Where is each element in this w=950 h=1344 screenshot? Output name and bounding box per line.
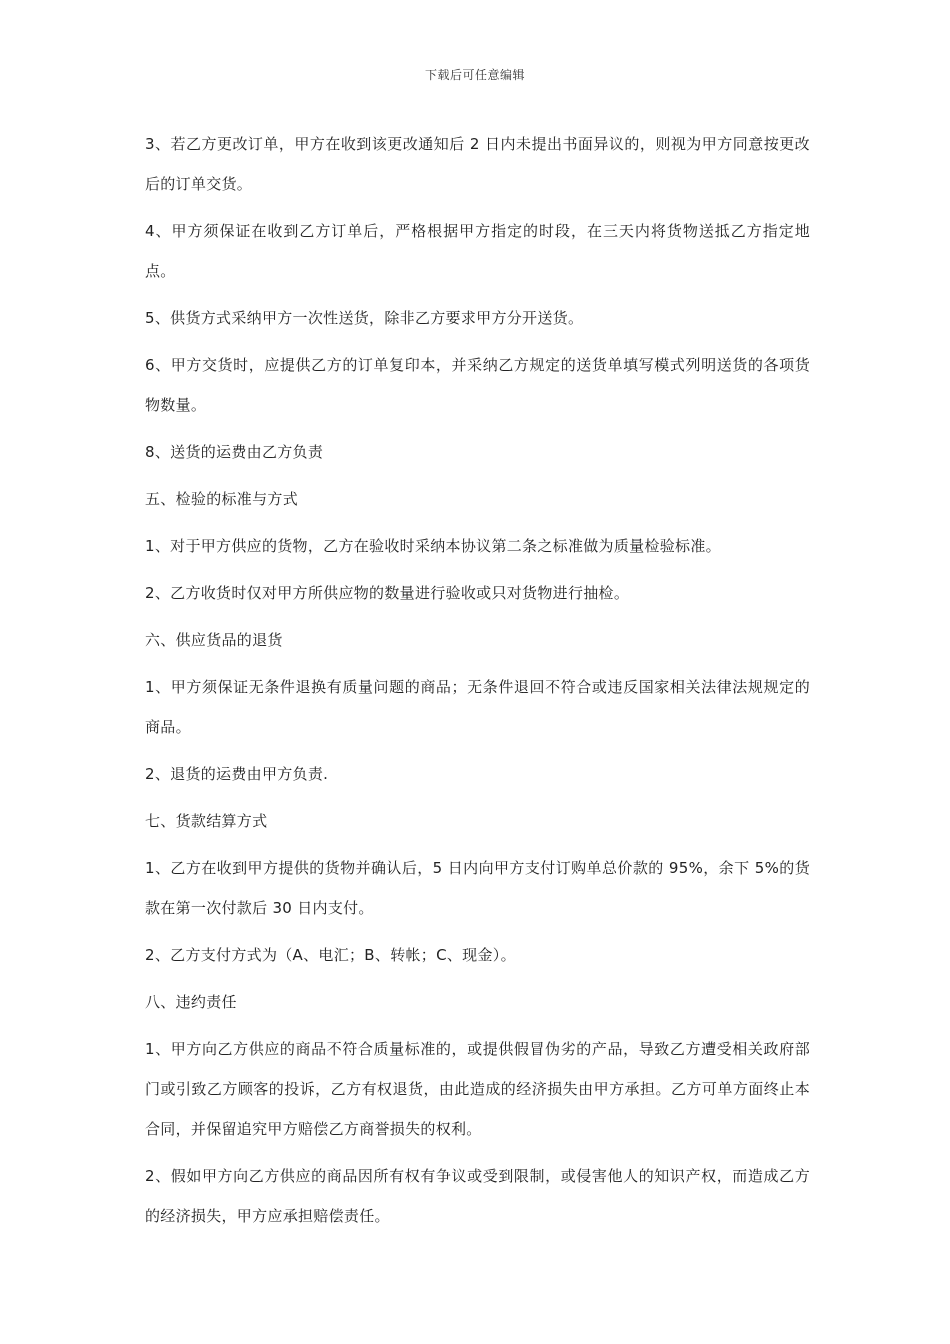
clause-6-delivery-documents: 6、甲方交货时，应提供乙方的订单复印本，并采纳乙方规定的送货单填写模式列明送货的各项货物数量。 — [145, 356, 810, 414]
section-5-clause-1: 1、对于甲方供应的货物，乙方在验收时采纳本协议第二条之标准做为质量检验标准。 — [145, 537, 721, 555]
clause-5-delivery-method: 5、供货方式采纳甲方一次性送货，除非乙方要求甲方分开送货。 — [145, 309, 584, 327]
section-6-clause-1: 1、甲方须保证无条件退换有质量问题的商品；无条件退回不符合或违反国家相关法律法规规定的商品。 — [145, 678, 810, 736]
clause-4-delivery-guarantee: 4、甲方须保证在收到乙方订单后，严格根据甲方指定的时段，在三天内将货物送抵乙方指定地点。 — [145, 222, 810, 280]
section-6-heading: 六、供应货品的退货 — [145, 631, 283, 649]
clause-3-order-change: 3、若乙方更改订单，甲方在收到该更改通知后 2 日内未提出书面异议的，则视为甲方同意按更改后的订单交货。 — [145, 135, 810, 193]
section-7-clause-1: 1、乙方在收到甲方提供的货物并确认后，5 日内向甲方支付订购单总价款的 95%，余下 5%的货款在第一次付款后 30 日内支付。 — [145, 859, 810, 917]
header-note: 下载后可任意编辑 — [424, 68, 525, 82]
section-6-clause-2: 2、退货的运费由甲方负责. — [145, 765, 329, 783]
section-8-heading: 八、违约责任 — [145, 993, 237, 1011]
section-5-clause-2: 2、乙方收货时仅对甲方所供应物的数量进行验收或只对货物进行抽检。 — [145, 584, 630, 602]
document-body — [145, 124, 810, 1243]
section-5-heading: 五、检验的标准与方式 — [145, 490, 299, 508]
clause-8-shipping-cost: 8、送货的运费由乙方负责 — [145, 443, 324, 461]
section-8-clause-1: 1、甲方向乙方供应的商品不符合质量标准的，或提供假冒伪劣的产品，导致乙方遭受相关政府部门或引致乙方顾客的投诉，乙方有权退货，由此造成的经济损失由甲方承担。乙方可单方面终止本合同，并保留追究甲方赔偿乙方商誉损失的权利。 — [145, 1040, 810, 1138]
section-7-clause-2: 2、乙方支付方式为（A、电汇；B、转帐；C、现金）。 — [145, 946, 516, 964]
section-8-clause-2: 2、假如甲方向乙方供应的商品因所有权有争议或受到限制，或侵害他人的知识产权，而造成乙方的经济损失，甲方应承担赔偿责任。 — [145, 1167, 810, 1225]
section-7-heading: 七、货款结算方式 — [145, 812, 268, 830]
